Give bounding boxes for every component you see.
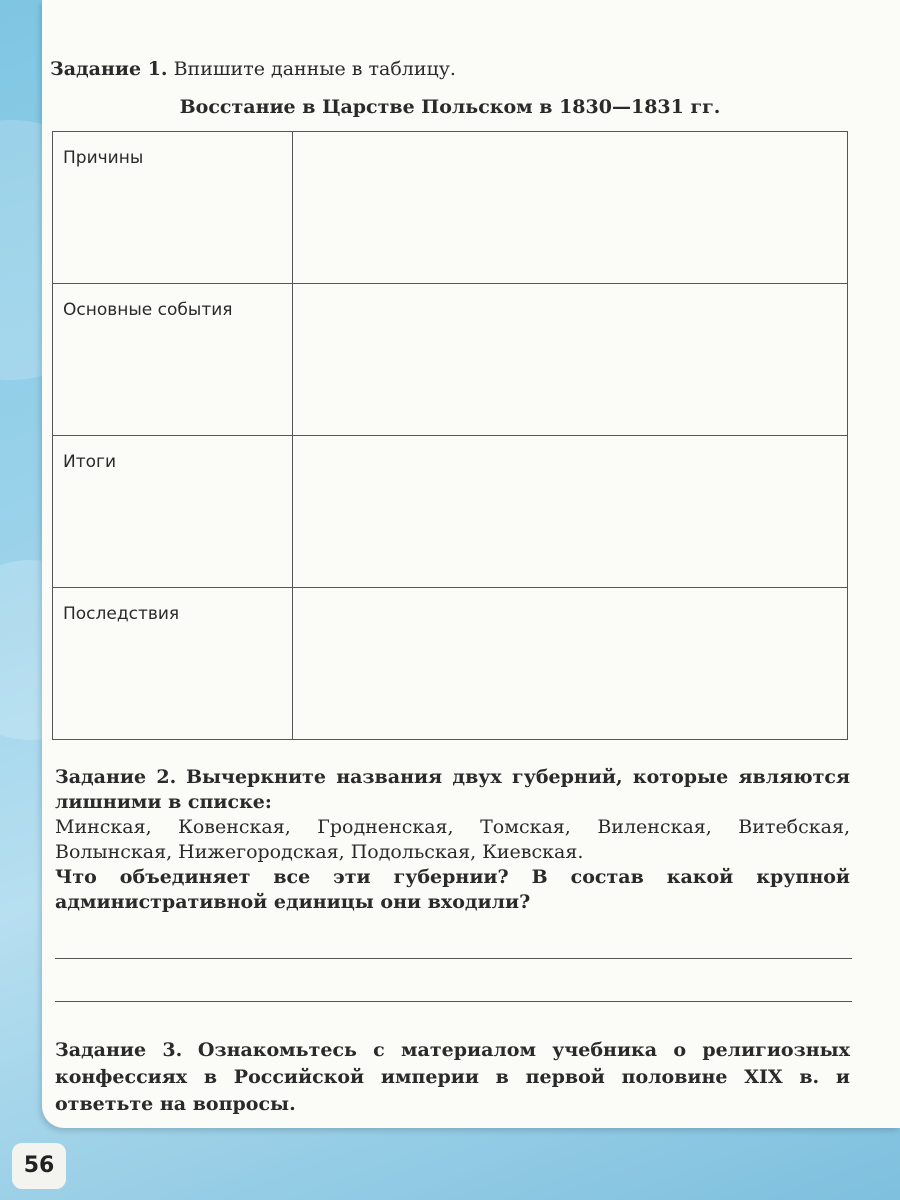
answer-cell-consequences[interactable] (293, 588, 848, 740)
answer-cell-causes[interactable] (293, 132, 848, 284)
answer-cell-events[interactable] (293, 284, 848, 436)
table-row (53, 588, 848, 740)
uprising-table (52, 131, 848, 740)
task1-heading (50, 58, 870, 80)
province-list: Минская, Ковенская, Гродненская, Томская, Виленская, Витебская, Волынская, Нижегородская, Подольская, Киевская. (55, 816, 850, 863)
task3-label: Задание 3. (55, 1039, 183, 1061)
table-row (53, 436, 848, 588)
answer-line[interactable] (55, 958, 852, 959)
task2-text: Вычеркните названия двух губерний, которые являются лишними в списке: (55, 766, 851, 813)
task2-block (55, 765, 850, 915)
table-row (53, 132, 848, 284)
task2-label: Задание 2. (55, 766, 177, 788)
row-label-results: Итоги (53, 436, 293, 588)
row-label-causes: Причины (53, 132, 293, 284)
answer-cell-results[interactable] (293, 436, 848, 588)
page-number: 56 (12, 1143, 66, 1189)
task3-text: Ознакомьтесь с материалом учебника о религиозных конфессиях в Российской империи в первой половине XIX в. и ответьте на вопросы. (55, 1039, 850, 1115)
table-row (53, 284, 848, 436)
row-label-consequences: Последствия (53, 588, 293, 740)
task1-text: Впишите данные в таблицу. (173, 58, 456, 80)
table-title: Восстание в Царстве Польском в 1830—1831 гг. (179, 96, 721, 118)
task3-block (55, 1037, 850, 1118)
task1-label: Задание 1. (50, 58, 168, 80)
task2-question: Что объединяет все эти губернии? В состав какой крупной административной единицы они входили? (55, 866, 850, 913)
row-label-events: Основные события (53, 284, 293, 436)
answer-line[interactable] (55, 1001, 852, 1002)
